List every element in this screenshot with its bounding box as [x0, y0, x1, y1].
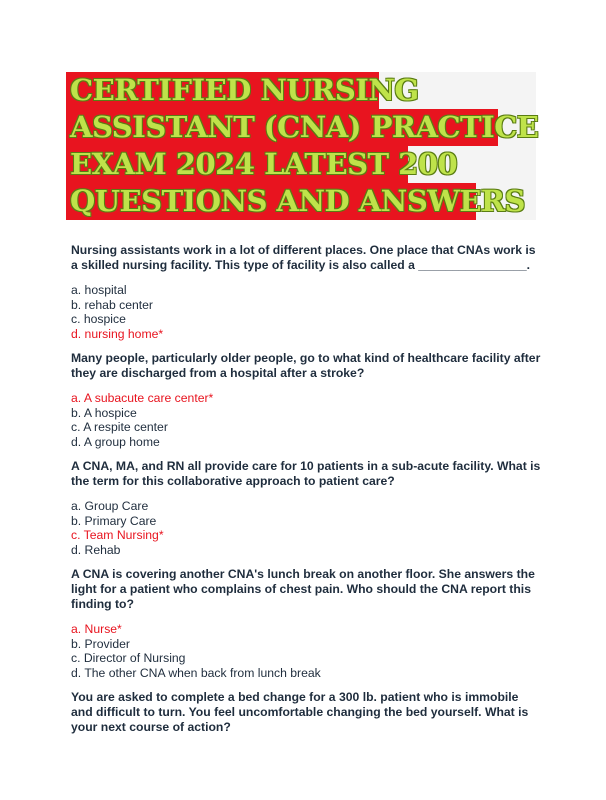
- answer-option: d. Rehab: [71, 542, 121, 557]
- title-line-2: ASSISTANT (CNA) PRACTICE: [66, 109, 498, 146]
- answer-option: b. Primary Care: [71, 513, 157, 528]
- answer-options: [71, 283, 541, 341]
- question-text: A CNA is covering another CNA's lunch break on another floor. She answers the light for a patient who complains of chest pain. Who should the CNA report this finding to?: [71, 567, 535, 611]
- answer-options: [71, 499, 541, 557]
- title-line-1: CERTIFIED NURSING: [66, 72, 379, 109]
- title-line-4: QUESTIONS AND ANSWERS: [66, 183, 476, 220]
- correct-answer-option: d. nursing home*: [71, 326, 164, 341]
- answer-option: a. Group Care: [71, 499, 149, 513]
- question-block: [71, 567, 541, 680]
- answer-option: b. rehab center: [71, 297, 153, 312]
- question-text: You are asked to complete a bed change for a 300 lb. patient who is immobile and difficult to turn. You feel uncomfortable changing the bed yourself. What is your next course of action?: [71, 690, 529, 734]
- question-text: Nursing assistants work in a lot of different places. One place that CNAs work is a skilled nursing facility. This type of facility is also called a ________________.: [71, 243, 536, 272]
- question-text: Many people, particularly older people, go to what kind of healthcare facility after they are discharged from a hospital after a stroke?: [71, 351, 541, 380]
- document-title-banner: [66, 72, 539, 220]
- answer-options: [71, 391, 541, 449]
- answer-option: b. A hospice: [71, 405, 137, 420]
- question-text: A CNA, MA, and RN all provide care for 10 patients in a sub-acute facility. What is the term for this collaborative approach to patient care?: [71, 459, 541, 488]
- question-block: [71, 690, 541, 735]
- answer-option: c. hospice: [71, 312, 126, 326]
- answer-options: [71, 622, 541, 680]
- answer-option: d. A group home: [71, 434, 160, 449]
- question-block: [71, 459, 541, 557]
- title-line-3: EXAM 2024 LATEST 200: [66, 146, 408, 183]
- question-block: [71, 351, 541, 449]
- answer-option: a. hospital: [71, 283, 127, 297]
- answer-option: c. Director of Nursing: [71, 651, 186, 665]
- answer-option: d. The other CNA when back from lunch break: [71, 665, 321, 680]
- answer-option: b. Provider: [71, 636, 130, 651]
- correct-answer-option: a. A subacute care center*: [71, 391, 214, 405]
- question-list: [71, 243, 541, 745]
- correct-answer-option: a. Nurse*: [71, 622, 122, 636]
- correct-answer-option: c. Team Nursing*: [71, 528, 164, 542]
- answer-option: c. A respite center: [71, 420, 168, 434]
- question-block: [71, 243, 541, 341]
